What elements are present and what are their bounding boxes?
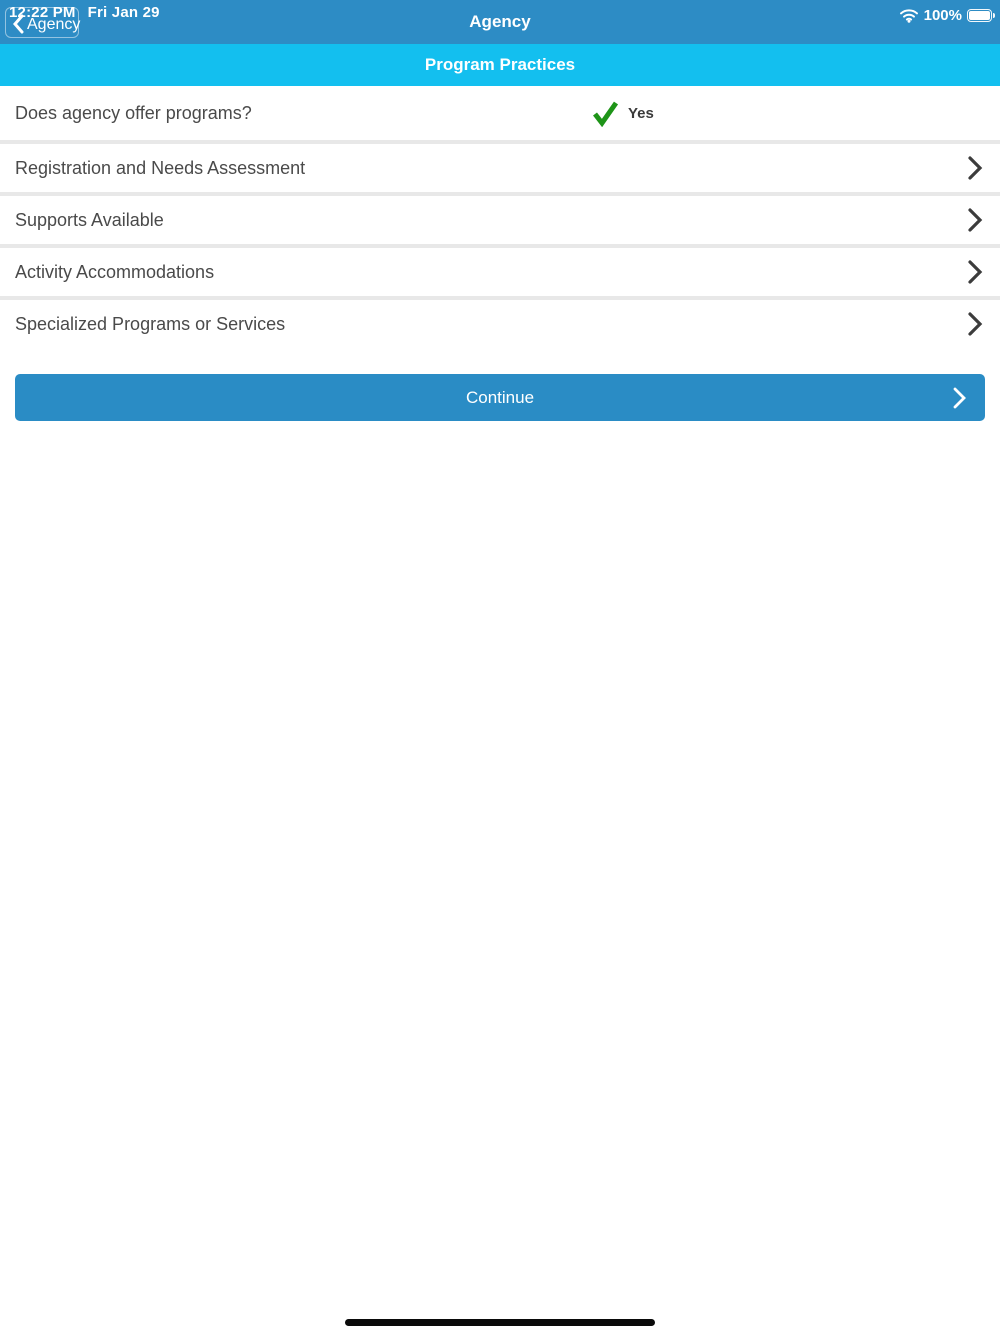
list-item-label: Supports Available (15, 209, 164, 230)
wifi-icon (899, 8, 919, 23)
list-item-specialized-programs-services[interactable] (0, 300, 1000, 348)
chevron-right-icon (967, 208, 983, 232)
chevron-right-icon (967, 312, 983, 336)
chevron-right-icon (967, 156, 983, 180)
list-item-label: Activity Accommodations (15, 261, 215, 282)
battery-percent: 100% (923, 6, 962, 24)
green-checkmark-icon (592, 100, 619, 127)
list-item-registration-needs-assessment[interactable] (0, 144, 1000, 192)
list-item-label: Specialized Programs or Services (15, 313, 286, 334)
list-item-activity-accommodations[interactable] (0, 248, 1000, 296)
home-indicator[interactable] (345, 1319, 655, 1326)
chevron-right-icon (967, 260, 983, 284)
question-row-offer-programs (0, 86, 1000, 140)
header-bar (0, 0, 1000, 44)
chevron-right-icon (953, 387, 966, 409)
status-bar-right (899, 0, 992, 30)
page-title: Agency (469, 12, 531, 31)
answer-yes-control[interactable] (592, 86, 654, 140)
continue-button[interactable] (15, 374, 985, 421)
status-bar-left (9, 4, 160, 21)
list-item-label: Registration and Needs Assessment (15, 157, 306, 178)
status-time: 12:22 PM (9, 4, 76, 21)
back-button-label: Agency (27, 16, 81, 33)
button-area (0, 348, 1000, 421)
continue-button-label: Continue (465, 387, 535, 407)
status-date: Fri Jan 29 (87, 4, 160, 21)
answer-label: Yes (628, 104, 654, 122)
list-item-supports-available[interactable] (0, 196, 1000, 244)
battery-full-icon (967, 9, 992, 22)
section-header: Program Practices (0, 44, 1000, 86)
question-label: Does agency offer programs? (15, 102, 252, 123)
